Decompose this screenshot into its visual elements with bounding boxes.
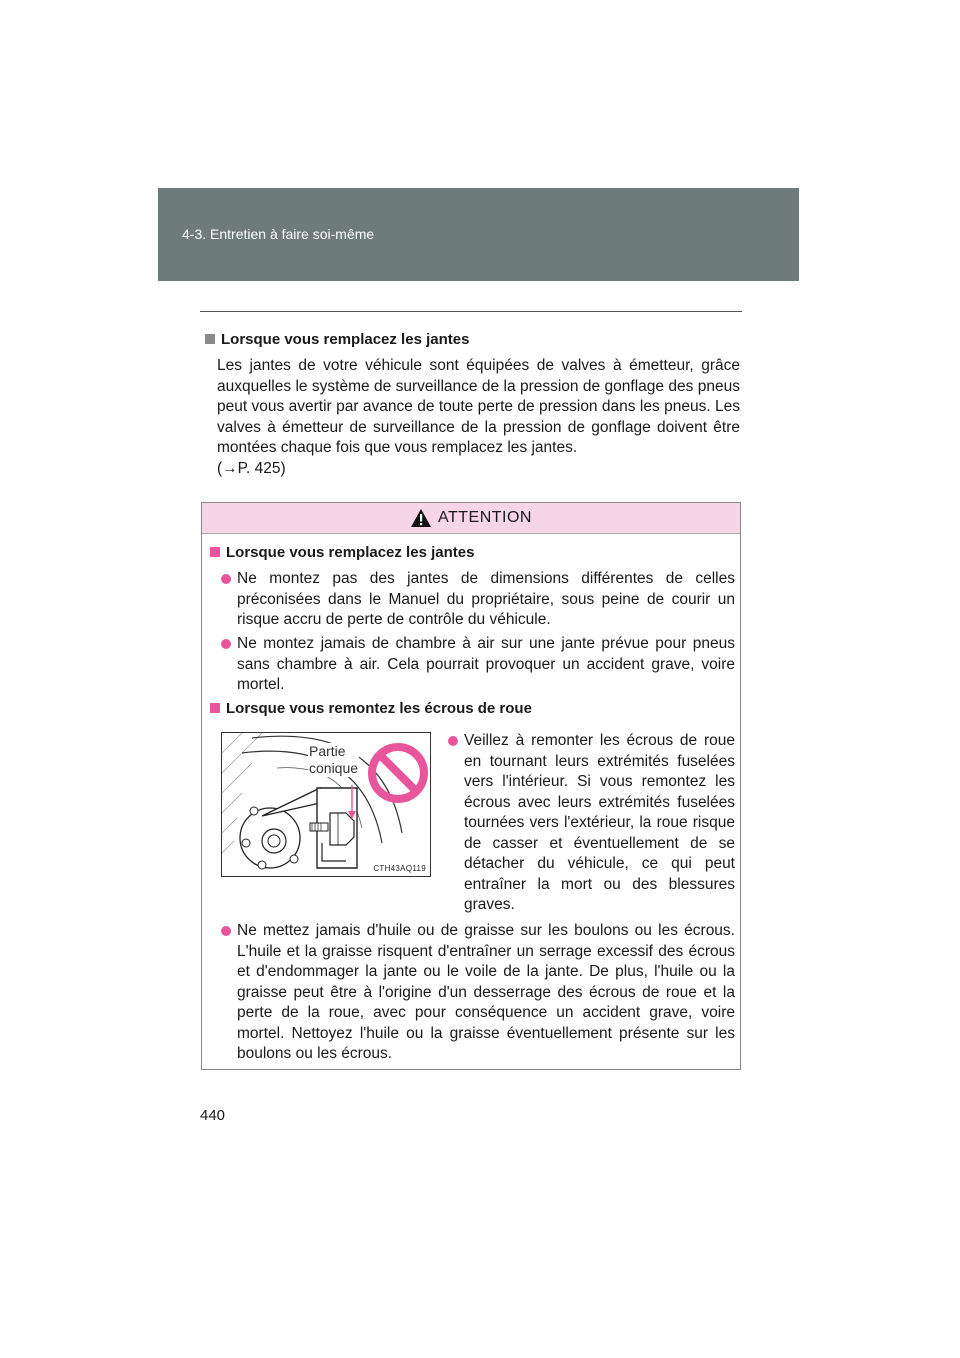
section-title: 4-3. Entretien à faire soi-même — [182, 226, 375, 242]
bullet-dot-icon — [448, 736, 458, 746]
list-item: Ne mettez jamais d'huile ou de graisse sur les boulons ou les écrous. L'huile et la graisse risquent d'entraîner un serrage excessif des écrous et d'endommager la jante ou le voile de la jante. De plus, l'huile ou la graisse peut être à l'origine d'un desserrage des écrous de roue et la perte de la roue, avec pour conséquence un accident grave, voire mortel. Nettoyez l'huile ou la graisse éventuellement présente sur les boulons ou les écrous. — [237, 921, 735, 1065]
warning-section-heading: Lorsque vous remontez les écrous de roue — [210, 699, 532, 719]
square-bullet-icon — [205, 334, 215, 344]
illustration-label: Partie conique — [309, 743, 359, 776]
intro-block — [205, 330, 740, 479]
page-number: 440 — [200, 1107, 226, 1124]
intro-heading: Lorsque vous remplacez les jantes — [205, 330, 740, 350]
warning-header — [202, 503, 740, 534]
page-reference: (→P. 425) — [217, 459, 286, 477]
divider — [200, 311, 742, 312]
square-bullet-icon — [210, 547, 220, 557]
list-item: Ne montez pas des jantes de dimensions différentes de celles préconisées dans le Manuel du propriétaire, sous peine de courir un risque accru de perte de contrôle du véhicule. — [237, 569, 735, 631]
bullet-dot-icon — [221, 574, 231, 584]
warning-section-heading: Lorsque vous remplacez les jantes — [210, 543, 474, 563]
bullet-dot-icon — [221, 926, 231, 936]
list-item: Veillez à remonter les écrous de roue en tournant leurs extrémités fuselées vers l'intérieur. Si vous remontez les écrous avec leurs extrémités fuselées tournées vers l'extérieur, la roue risque de casser et éventuellement de se détacher du véhicule, ce qui peut entraîner la mort ou des blessures graves. — [464, 731, 735, 916]
square-bullet-icon — [210, 703, 220, 713]
warning-title: ATTENTION — [438, 509, 532, 526]
header-band — [158, 188, 799, 281]
wheel-nut-illustration — [221, 732, 431, 877]
warning-triangle-icon — [410, 508, 432, 528]
intro-body: Les jantes de votre véhicule sont équipées de valves à émetteur, grâce auxquelles le système de surveillance de la pression de gonflage des pneus peut vous avertir par avance de toute perte de pression dans les pneus. Les valves à émetteur de surveillance de la pression de gonflage doivent être montées chaque fois que vous remplacez les jantes. — [217, 357, 740, 456]
illustration-code: CTH43AQ119 — [373, 864, 426, 873]
bullet-dot-icon — [221, 639, 231, 649]
warning-box — [201, 502, 741, 1070]
list-item: Ne montez jamais de chambre à air sur une jante prévue pour pneus sans chambre à air. Cela pourrait provoquer un accident grave, voire mortel. — [237, 634, 735, 696]
